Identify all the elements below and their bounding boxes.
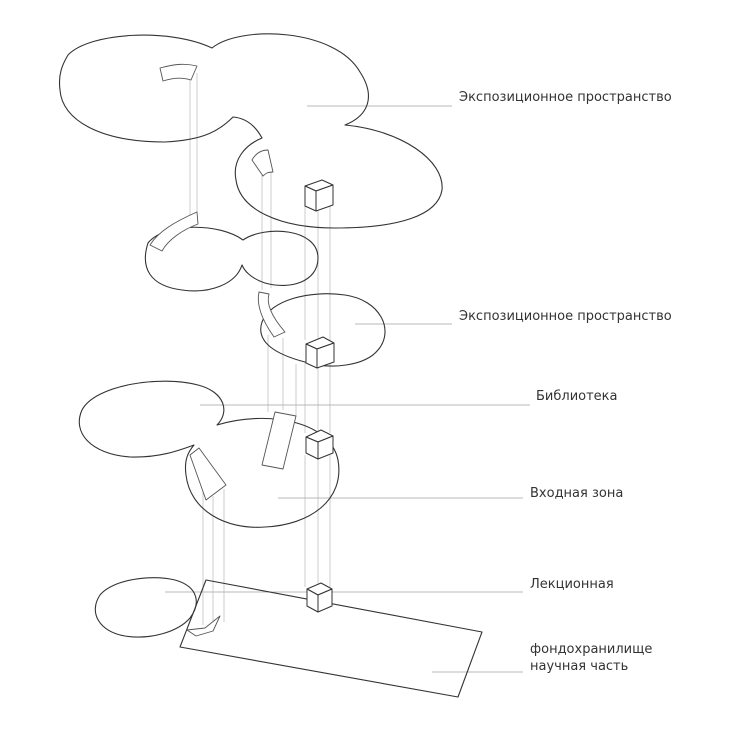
lecture-floor-outline [95,578,196,637]
elevator-cube-3 [306,430,333,459]
stair-top-left [160,64,197,81]
elevator-cube-2 [306,337,334,368]
top-floor-outline [59,34,442,228]
label-storage-line1: фондохранилище [530,642,653,657]
library-entrance-floor-outline [79,381,339,527]
label-entrance: Входная зона [530,486,624,501]
labels [459,90,672,674]
stair-storage-ramp [187,616,220,636]
label-lecture: Лекционная [530,577,614,592]
label-library: Библиотека [536,389,618,404]
stair-second-left [150,212,198,251]
stair-exhibition-curved [258,292,285,337]
label-storage-line2: научная часть [530,659,629,674]
elevator-cube-4 [307,583,332,612]
label-exhibition-middle: Экспозиционное пространство [459,309,672,324]
stair-entrance-ramp [190,448,226,500]
floor-outlines [59,34,482,697]
leader-lines [165,106,530,672]
stair-top-right [252,150,273,176]
label-exhibition-top: Экспозиционное пространство [459,90,672,105]
elevator-cube-1 [305,180,333,211]
stair-library-ramp [262,412,296,469]
